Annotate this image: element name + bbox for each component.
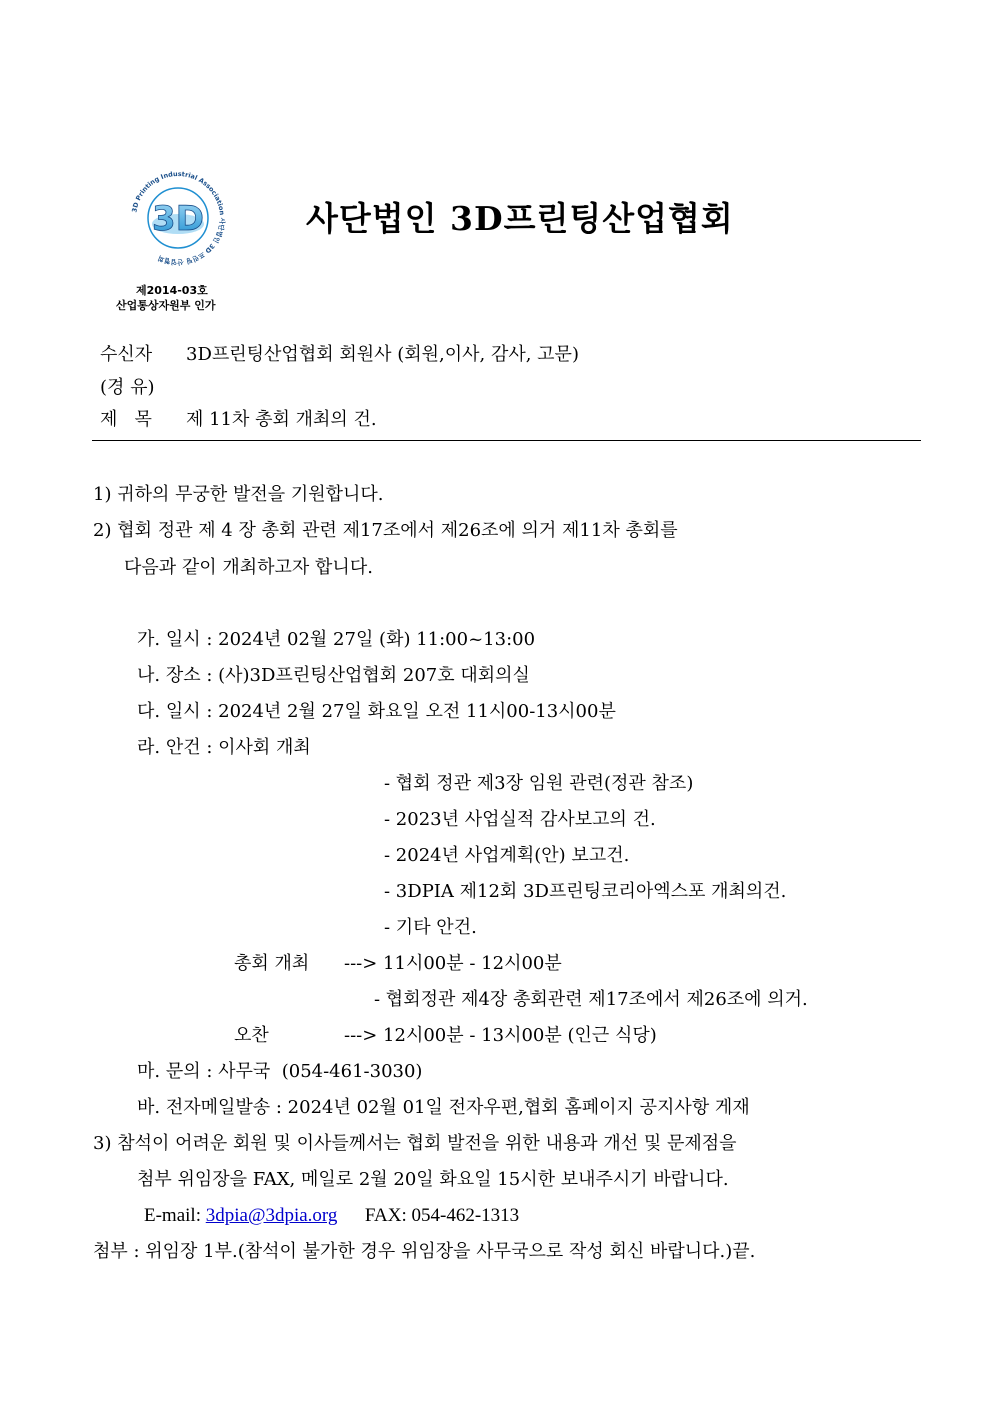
association-logo [128,168,228,268]
attachment-note: 첨부 : 위임장 1부.(참석이 불가한 경우 위임장을 사무국으로 작성 회신 바랍니다.)끝. [93,1241,756,1262]
paragraph-2-line-2: 다음과 같이 개최하고자 합니다. [124,557,373,578]
fax-value: 054-462-1313 [411,1205,520,1226]
agenda-item: - 2023년 사업실적 감사보고의 건. [384,809,656,830]
email-label: E-mail: [144,1205,201,1226]
subject-label: 제 목 [100,409,152,430]
email-link[interactable]: 3dpia@3dpia.org [205,1205,338,1226]
subject-value: 제 11차 총회 개최의 건. [186,409,377,430]
lunch-time: ---> 12시00분 - 13시00분 (인근 식당) [344,1025,657,1046]
logo-mark: 3D [152,199,204,239]
recipient-label: 수신자 [100,344,153,365]
agenda-item: - 기타 안건. [384,917,477,938]
general-meeting-time: ---> 11시00분 - 12시00분 [344,953,562,974]
item-a-datetime: 가. 일시 : 2024년 02월 27일 (화) 11:00~13:00 [137,629,536,650]
registration-authority: 산업통상자원부 인가 [116,299,216,312]
agenda-item: - 협회 정관 제3장 임원 관련(정관 참조) [384,773,694,794]
general-meeting-label: 총회 개최 [234,953,310,974]
item-c-datetime: 다. 일시 : 2024년 2월 27일 화요일 오전 11시00-13시00분 [137,701,616,722]
item-b-location: 나. 장소 : (사)3D프린팅산업협회 207호 대회의실 [137,665,530,686]
agenda-item: - 3DPIA 제12회 3D프린팅코리아엑스포 개최의건. [384,881,787,902]
registration-number: 제2014-03호 [136,284,208,297]
paragraph-3-line-1: 3) 참석이 어려운 회원 및 이사들께서는 협회 발전을 위한 내용과 개선 및 문제점을 [93,1133,737,1154]
logo-ring-text: 3D Printing Industrial Association 사단법인 3D 프린팅 산업협회 [130,169,227,267]
paragraph-2-line-1: 2) 협회 정관 제 4 장 총회 관련 제17조에서 제26조에 의거 제11차 총회를 [93,520,678,541]
contact-line [144,1204,519,1228]
via-label: (경 유) [100,377,155,398]
item-d-agenda: 라. 안건 : 이사회 개최 [137,737,311,758]
item-f-email-notice: 바. 전자메일발송 : 2024년 02월 01일 전자우편,협회 홈페이지 공지사항 게재 [137,1097,750,1118]
paragraph-3-line-2: 첨부 위임장을 FAX, 메일로 2월 20일 화요일 15시한 보내주시기 바랍니다. [137,1169,729,1190]
item-e-contact: 마. 문의 : 사무국 (054-461-3030) [137,1061,423,1082]
lunch-label: 오찬 [234,1025,269,1046]
fax-label: FAX: [364,1205,407,1226]
general-meeting-note: - 협회정관 제4장 총회관련 제17조에서 제26조에 의거. [374,989,808,1010]
recipient-value: 3D프린팅산업협회 회원사 (회원,이사, 감사, 고문) [186,344,579,365]
paragraph-1: 1) 귀하의 무궁한 발전을 기원합니다. [93,484,384,505]
header-divider [92,440,921,441]
organization-title: 사단법인 3D프린팅산업협회 [306,199,734,238]
agenda-item: - 2024년 사업계획(안) 보고건. [384,845,630,866]
